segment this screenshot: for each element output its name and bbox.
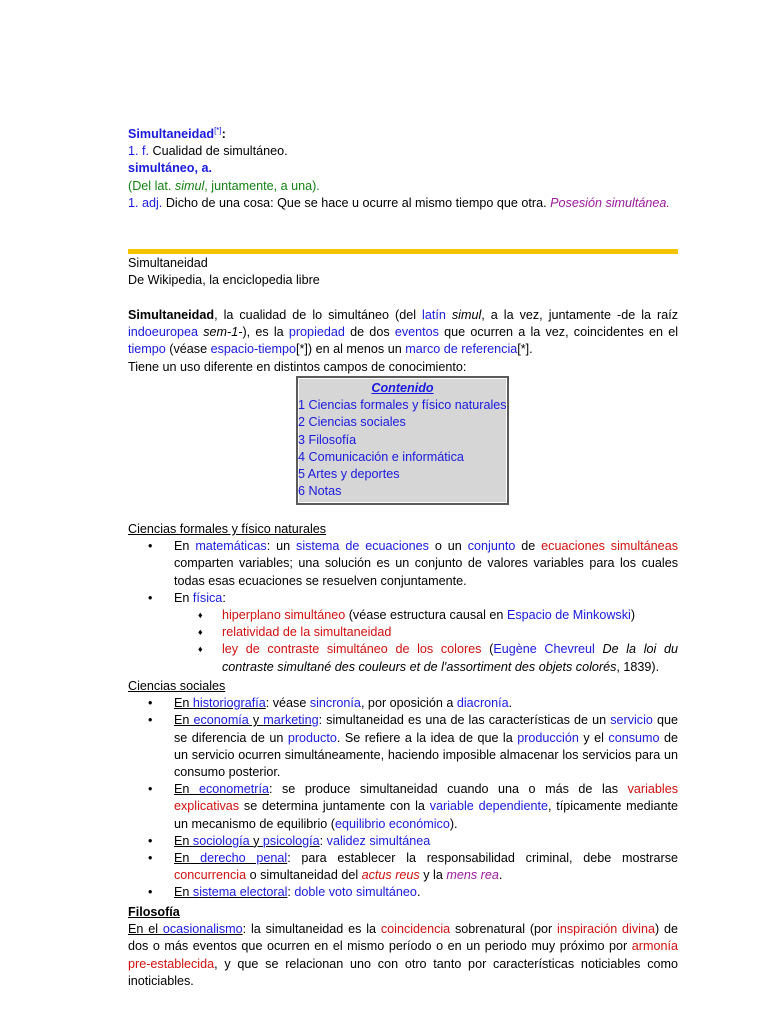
intro-text: (véase [165,342,211,357]
link-propiedad[interactable]: propiedad [288,325,345,340]
item-text: : un [266,539,297,554]
rae-definition-block [128,126,678,212]
toc-item-ciencias-formales[interactable]: 1 Ciencias formales y físico naturales [298,398,507,413]
list-item [128,641,678,675]
toc-item-filosofia[interactable]: 3 Filosofía [298,432,357,447]
item-text: : [222,590,226,605]
intro-term: Simultaneidad [128,308,215,322]
link-variable-dependiente[interactable]: variable dependiente [429,799,548,814]
section-filosofia [128,904,678,990]
link-hiperplano[interactable]: hiperplano simultáneo [222,608,346,623]
toc-title: Contenido [371,381,434,395]
rae-entry2: simultáneo, a. [128,161,212,176]
link-marco-referencia[interactable]: marco de referencia [405,342,518,357]
wiki-intro [128,307,678,359]
item-text: En el [128,922,163,937]
wiki-title: Simultaneidad [128,256,208,270]
list-item [128,884,678,901]
link-ocasionalismo[interactable]: ocasionalismo [162,922,243,937]
link-inspiracion-divina[interactable]: inspiración divina [557,922,655,937]
wiki-subtitle: De Wikipedia, la enciclopedia libre [128,273,320,288]
item-text: : para establecer la responsabilidad criminal, debe mostrarse [287,851,678,866]
item-text: se determina juntamente con la [239,799,430,814]
link-producto[interactable]: producto [287,730,337,745]
link-validez-simultanea[interactable]: validez simultánea [326,833,431,848]
item-text: : [287,885,295,900]
list-item [128,833,678,850]
item-text: de un servicio ocurren simultáneamente, haciendo imposible almacenar los servicios para un consumo posterior. [174,730,678,780]
intro-text: que ocurren a la vez, coincidentes en el [438,325,679,340]
rae-entry2-line [128,160,678,177]
link-servicio[interactable]: servicio [610,713,653,728]
list-item [128,695,678,712]
link-coincidencia[interactable]: coincidencia [380,922,451,937]
item-text: o simultaneidad del [246,868,362,883]
section-sociales-heading: Ciencias sociales [128,679,226,693]
rae-def2-num: 1. adj. [128,195,163,210]
intro-text: [*]. [517,342,533,357]
intro-text: , la cualidad de lo simultáneo (del [214,308,423,322]
item-text: , 1839). [616,659,660,674]
toc-item-ciencias-sociales[interactable]: 2 Ciencias sociales [298,415,406,430]
link-eventos[interactable]: eventos [394,325,439,340]
item-text: sobrenatural (por [450,922,558,937]
item-text: En [174,851,201,866]
link-economia[interactable]: economía [193,713,249,728]
link-latin[interactable]: latín [422,308,446,322]
link-sistema-ecuaciones[interactable]: sistema de ecuaciones [296,539,429,554]
link-sistema-electoral[interactable]: sistema electoral [192,885,288,900]
link-equilibrio-economico[interactable]: equilibrio económico [335,816,450,831]
item-text: ( [481,642,494,657]
item-text: comparten variables; una solución es un conjunto de valores variables para los cuales todas esas ecuaciones se resuelven conjuntamente. [174,556,678,588]
rae-term[interactable]: Simultaneidad [128,127,215,141]
item-text: En [174,539,196,554]
intro-text: [*]) en al menos un [296,342,406,357]
item-text: En [174,833,193,848]
link-variables-explicativas[interactable]: variables explicativas [174,782,678,814]
link-espacio-tiempo[interactable]: espacio-tiempo [210,342,297,357]
toc-item-artes-deportes[interactable]: 5 Artes y deportes [298,467,400,482]
link-consumo[interactable]: consumo [608,730,660,745]
section-formales [128,521,678,676]
list-item [128,607,678,624]
link-ecuaciones-simultaneas[interactable]: ecuaciones simultáneas [541,539,678,554]
link-tiempo[interactable]: tiempo [128,342,166,357]
toc-item-notas[interactable]: 6 Notas [298,484,342,499]
toc-box [296,376,509,505]
section-divider [128,249,678,254]
intro-text: ), es la [242,325,289,340]
link-ley-contraste[interactable]: ley de contraste simultáneo de los colores [222,642,482,657]
item-text: : simultaneidad es una de las características de un [318,713,611,728]
link-relatividad-simultaneidad[interactable]: relatividad de la simultaneidad [222,625,392,640]
chevreul-work: De la loi du contraste simultané des couleurs et de l'assortiment des objets colorés [222,642,678,674]
link-historiografia[interactable]: historiografía [192,696,266,711]
item-text: ) de dos o más eventos que ocurren en el mismo período o en un periodo muy próximo por [128,922,678,954]
item-text: y [248,713,264,728]
intro-usage-line: Tiene un uso diferente en distintos campos de conocimiento: [128,360,467,374]
rae-def2 [128,195,678,212]
item-text: de [515,539,542,554]
rae-etym-rest: , juntamente, a una). [204,178,320,193]
rae-etym-open: (Del lat. [128,178,175,193]
item-text: En [174,590,193,605]
intro-sem: sem-1- [203,325,243,340]
link-diacronia[interactable]: diacronía [456,696,509,711]
item-text: y la [419,868,447,883]
link-psicologia[interactable]: psicología [262,833,320,848]
wiki-header [128,255,678,289]
link-chevreul[interactable]: Eugène Chevreul [493,642,595,657]
link-actus-reus[interactable]: actus reus [361,868,420,883]
link-matematicas[interactable]: matemáticas [195,539,267,554]
rae-etym-simul: simul [174,178,205,193]
item-text: , por oposición a [360,696,457,711]
item-text: , y que se relacionan uno con otro tanto por características noticiables como inoticiables. [128,956,678,988]
intro-simul: simul [451,308,482,322]
link-mens-rea[interactable]: mens rea [446,868,499,883]
item-text: . [498,868,503,883]
link-produccion[interactable]: producción [517,730,579,745]
item-text: En [174,713,194,728]
item-text: y el [578,730,609,745]
rae-term-colon: : [221,127,226,141]
rae-etymology [128,178,678,195]
link-marketing[interactable]: marketing [263,713,319,728]
link-conjunto[interactable]: conjunto [467,539,516,554]
rae-def1-num: 1. f. [128,144,149,159]
item-text: ). [449,816,458,831]
item-text: : véase [265,696,310,711]
item-text: y [249,833,263,848]
link-minkowski[interactable]: Espacio de Minkowski [506,608,631,623]
item-text [595,642,603,656]
intro-text: de dos [344,325,395,340]
fisica-sublist [128,607,678,676]
rae-term-line [128,126,678,143]
list-item [128,624,678,641]
item-text: ) [630,608,636,623]
list-item [128,590,678,607]
item-text: , típicamente mediante un mecanismo de equilibrio ( [174,799,678,831]
filosofia-paragraph [128,921,678,990]
link-concurrencia[interactable]: concurrencia [174,868,247,883]
rae-def1 [128,143,678,160]
rae-term-note[interactable]: [*] [214,125,222,135]
rae-def1-text: Cualidad de simultáneo. [152,144,288,159]
link-sincronia[interactable]: sincronía [309,696,361,711]
link-sociologia[interactable]: sociología [192,833,250,848]
link-armonia-preestablecida[interactable]: armonía pre-establecida [128,939,678,971]
item-text: : [319,833,327,848]
item-text: o un [428,539,468,554]
list-item [128,850,678,884]
intro-text: , a la vez, juntamente -de la raíz [481,308,679,322]
item-text: que se diferencia de un [174,713,679,745]
item-text: : la simultaneidad es la [242,922,381,937]
rae-def2-example: Posesión simultánea. [550,195,670,210]
list-item [128,712,678,781]
list-item [128,781,678,833]
link-indoeuropea[interactable]: indoeuropea [128,325,199,340]
item-text: En [174,782,199,797]
section-filosofia-heading: Filosofía [128,905,180,919]
link-derecho-penal[interactable]: derecho penal [200,851,288,866]
item-text: . [416,885,421,900]
section-sociales-list [128,695,678,901]
link-fisica[interactable]: física [192,590,223,605]
item-text: . [508,696,513,711]
item-text: : se produce simultaneidad cuando una o más de las [268,782,628,797]
item-text: En [174,885,193,900]
link-econometria[interactable]: econometría [198,782,269,797]
item-text: . Se refiere a la idea de que la [336,730,518,745]
section-formales-list [128,538,678,607]
link-doble-voto[interactable]: doble voto simultáneo [294,885,417,900]
item-text: En [174,696,193,711]
item-text: (véase estructura causal en [345,608,507,623]
list-item [128,538,678,590]
toc-item-comunicacion[interactable]: 4 Comunicación e informática [298,449,464,464]
section-sociales [128,678,678,902]
section-formales-heading: Ciencias formales y físico naturales [128,522,327,536]
rae-def2-text: Dicho de una cosa: Que se hace u ocurre al mismo tiempo que otra. [165,195,547,210]
